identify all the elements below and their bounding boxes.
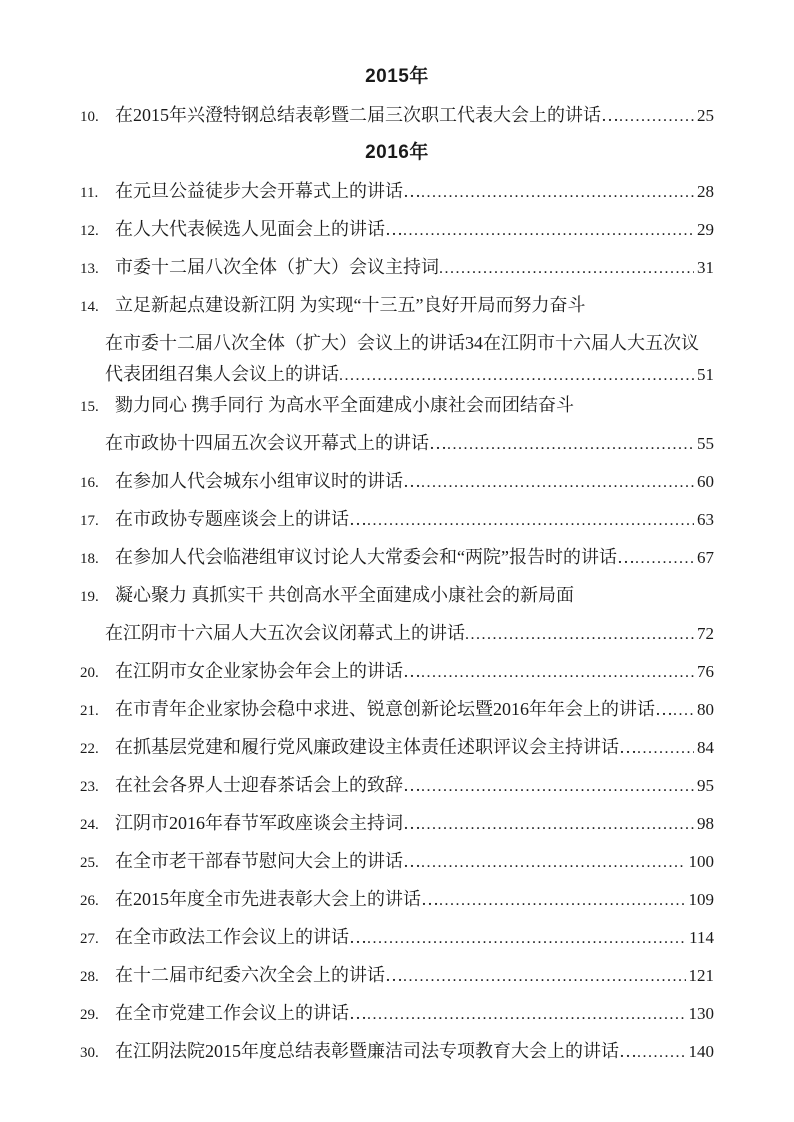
entry-page-number: 76	[697, 662, 714, 681]
entry-page-number: 84	[697, 738, 714, 757]
dot-leader	[339, 364, 694, 388]
entry-number: 29.	[80, 1007, 99, 1023]
entry-title: 在抓基层党建和履行党风廉政建设主体责任述职评议会主持讲话…	[115, 737, 637, 757]
dot-leader	[421, 654, 694, 692]
toc-entry	[80, 804, 714, 842]
toc-entry	[80, 652, 714, 690]
dot-leader	[447, 426, 694, 464]
entry-page-number: 51	[697, 365, 714, 384]
entry-number: 15.	[80, 399, 99, 415]
year-heading: 2015年	[365, 66, 429, 87]
entry-title: 在参加人代会临港组审议讨论人大常委会和“两院”报告时的讲话…	[115, 547, 635, 567]
toc-entry-continuation	[80, 614, 714, 652]
entry-title: 在江阴市女企业家协会年会上的讲话…	[115, 661, 421, 681]
entry-title: 江阴市2016年春节军政座谈会主持词…	[115, 813, 421, 833]
entry-page-number: 60	[697, 472, 714, 491]
entry-number: 27.	[80, 931, 99, 947]
dot-leader	[673, 692, 694, 730]
dot-leader	[367, 502, 694, 540]
toc-entry	[80, 248, 714, 286]
dot-leader	[403, 958, 686, 996]
entry-page-number: 25	[697, 106, 714, 125]
toc-entry	[80, 538, 714, 576]
entry-number: 10.	[80, 109, 99, 125]
entry-number: 24.	[80, 817, 99, 833]
entry-page-number: 109	[688, 890, 714, 909]
entry-page-number: 140	[688, 1042, 714, 1061]
entry-number: 30.	[80, 1045, 99, 1061]
toc-entry-continuation	[80, 424, 714, 462]
toc-entry	[80, 994, 714, 1032]
toc-entry	[80, 500, 714, 538]
entry-number: 13.	[80, 261, 99, 277]
entry-number: 19.	[80, 589, 99, 605]
dot-leader	[635, 540, 694, 578]
toc-entry-continuation	[80, 362, 714, 386]
entry-page-number: 80	[697, 700, 714, 719]
entry-page-number: 95	[697, 776, 714, 795]
entry-number: 23.	[80, 779, 99, 795]
entry-number: 28.	[80, 969, 99, 985]
dot-leader	[421, 806, 694, 844]
entry-subtitle: 代表团组召集人会议上的讲话	[105, 364, 339, 384]
entry-number: 22.	[80, 741, 99, 757]
toc-entry	[80, 918, 714, 956]
entry-title: 在全市老干部春节慰问大会上的讲话…	[115, 851, 421, 871]
entry-title: 在市政协专题座谈会上的讲话…	[115, 509, 367, 529]
entry-title: 在江阴法院2015年度总结表彰暨廉洁司法专项教育大会上的讲话…	[115, 1041, 637, 1061]
toc-entry	[80, 880, 714, 918]
toc-entry-continuation	[80, 324, 714, 362]
toc-entry	[80, 956, 714, 994]
toc-entry	[80, 286, 714, 324]
entry-subtitle: 在市政协十四届五次会议开幕式上的讲话…	[105, 433, 447, 453]
dot-leader	[637, 730, 694, 768]
toc-entry	[80, 1032, 714, 1070]
entry-page-number: 28	[697, 182, 714, 201]
entry-title: 在2015年度全市先进表彰大会上的讲话…	[115, 889, 439, 909]
toc-entry	[80, 210, 714, 248]
dot-leader	[403, 212, 694, 250]
year-heading: 2016年	[365, 142, 429, 163]
dot-leader	[367, 920, 686, 958]
entry-title: 勠力同心 携手同行 为高水平全面建成小康社会而团结奋斗	[115, 395, 574, 415]
entry-page-number: 130	[688, 1004, 714, 1023]
entry-page-number: 72	[697, 624, 714, 643]
entry-title: 立足新起点建设新江阴 为实现“十三五”良好开局而努力奋斗	[115, 295, 586, 315]
entry-number: 25.	[80, 855, 99, 871]
toc-entry	[80, 766, 714, 804]
entry-title: 凝心聚力 真抓实干 共创高水平全面建成小康社会的新局面	[115, 585, 574, 605]
entry-page-number: 63	[697, 510, 714, 529]
dot-leader	[367, 996, 686, 1034]
entry-number: 17.	[80, 513, 99, 529]
entry-page-number: 114	[689, 928, 714, 947]
entry-title: 市委十二届八次全体（扩大）会议主持词	[115, 257, 439, 277]
entry-number: 12.	[80, 223, 99, 239]
entry-number: 18.	[80, 551, 99, 567]
entry-title: 在参加人代会城东小组审议时的讲话…	[115, 471, 421, 491]
toc-entry	[80, 96, 714, 134]
entry-page-number: 98	[697, 814, 714, 833]
toc-entry	[80, 172, 714, 210]
toc-entry	[80, 462, 714, 500]
dot-leader	[421, 464, 694, 502]
entry-page-number: 29	[697, 220, 714, 239]
entry-title: 在十二届市纪委六次全会上的讲话…	[115, 965, 403, 985]
entry-title: 在元旦公益徒步大会开幕式上的讲话…	[115, 181, 421, 201]
dot-leader	[439, 882, 686, 920]
entry-number: 20.	[80, 665, 99, 681]
entry-title: 在人大代表候选人见面会上的讲话…	[115, 219, 403, 239]
dot-leader	[421, 768, 694, 806]
entry-number: 14.	[80, 299, 99, 315]
entry-page-number: 31	[697, 258, 714, 277]
entry-page-number: 55	[697, 434, 714, 453]
toc-entry	[80, 690, 714, 728]
entry-number: 21.	[80, 703, 99, 719]
entry-title: 在市青年企业家协会稳中求进、锐意创新论坛暨2016年年会上的讲话…	[115, 699, 673, 719]
entry-title: 在2015年兴澄特钢总结表彰暨二届三次职工代表大会上的讲话…	[115, 105, 619, 125]
dot-leader	[439, 250, 694, 288]
entry-number: 26.	[80, 893, 99, 909]
entry-page-number: 121	[688, 966, 714, 985]
dot-leader	[465, 616, 694, 654]
entry-number: 11.	[80, 185, 99, 201]
entry-page-number: 100	[688, 852, 714, 871]
toc-entry	[80, 842, 714, 880]
entry-subtitle: 在市委十二届八次全体（扩大）会议上的讲话34在江阴市十六届人大五次议	[105, 333, 699, 353]
entry-page-number: 67	[697, 548, 714, 567]
entry-title: 在全市政法工作会议上的讲话…	[115, 927, 367, 947]
dot-leader	[421, 844, 686, 882]
entry-subtitle: 在江阴市十六届人大五次会议闭幕式上的讲话	[105, 623, 465, 643]
entry-title: 在社会各界人士迎春茶话会上的致辞…	[115, 775, 421, 795]
entry-number: 16.	[80, 475, 99, 491]
dot-leader	[619, 98, 694, 136]
entry-title: 在全市党建工作会议上的讲话…	[115, 1003, 367, 1023]
toc-entry	[80, 728, 714, 766]
dot-leader	[637, 1034, 686, 1072]
toc-entry	[80, 576, 714, 614]
toc-year-heading-row	[80, 134, 714, 172]
dot-leader	[421, 174, 694, 212]
toc-entry	[80, 386, 714, 424]
toc-year-heading-row	[80, 58, 714, 96]
